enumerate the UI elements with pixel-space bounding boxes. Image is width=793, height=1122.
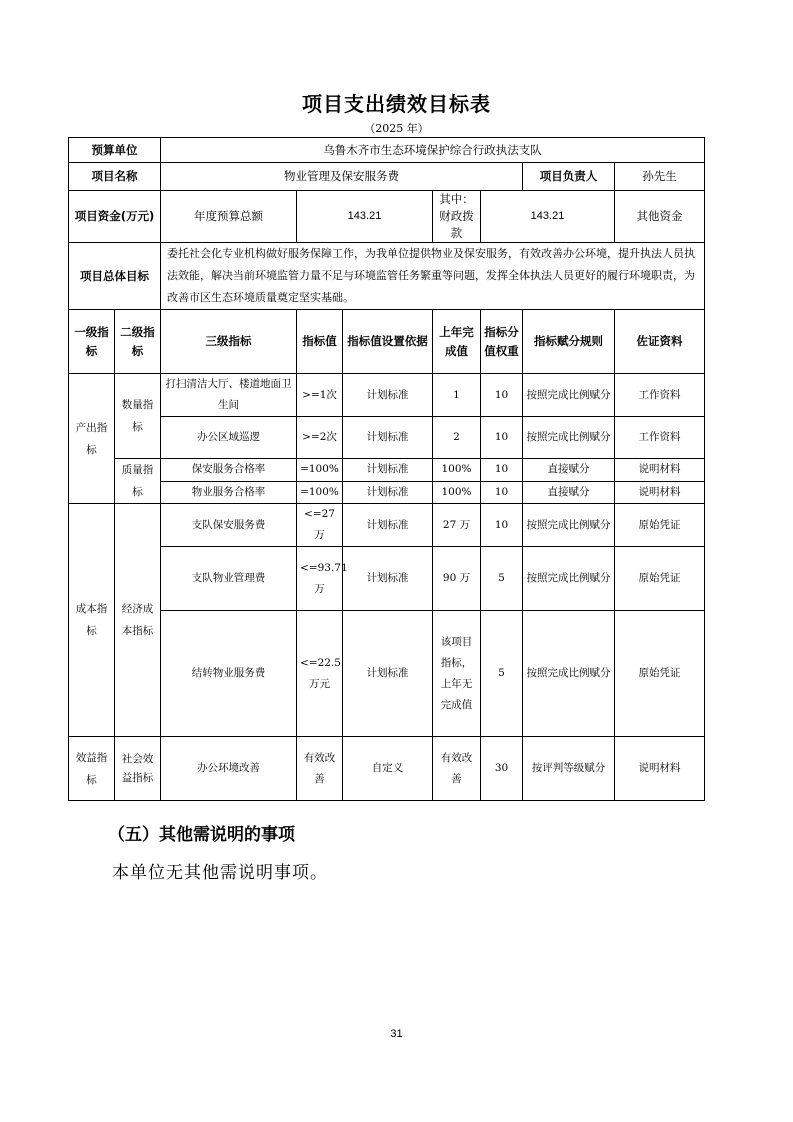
table-row: [69, 611, 705, 737]
indicator-name: 结转物业服务费: [161, 611, 297, 737]
unit-label: 预算单位: [69, 138, 161, 163]
indicator-last: 2: [433, 417, 481, 459]
goal-label: 项目总体目标: [69, 243, 161, 310]
indicator-rule: 按照完成比例赋分: [523, 374, 615, 417]
col-value: 指标值: [297, 310, 343, 374]
indicator-rule: 按照完成比例赋分: [523, 417, 615, 459]
col-level2: 二级指标: [115, 310, 161, 374]
section-heading: （五）其他需说明的事项: [108, 825, 295, 845]
col-rule: 指标赋分规则: [523, 310, 615, 374]
table-row: [69, 459, 705, 482]
indicator-name: 打扫清洁大厅、楼道地面卫生间: [161, 374, 297, 417]
indicator-value: =100%: [297, 481, 343, 504]
indicator-basis: 计划标准: [343, 417, 433, 459]
indicator-name: 办公环境改善: [161, 737, 297, 801]
indicator-evidence: 原始凭证: [615, 504, 705, 547]
col-evidence: 佐证资料: [615, 310, 705, 374]
project-value: 物业管理及保安服务费: [161, 163, 523, 191]
annual-value: 143.21: [297, 191, 433, 243]
indicator-rule: 直接赋分: [523, 481, 615, 504]
indicator-basis: 计划标准: [343, 481, 433, 504]
indicator-basis: 计划标准: [343, 611, 433, 737]
indicator-evidence: 说明材料: [615, 459, 705, 482]
indicator-evidence: 工作资料: [615, 417, 705, 459]
performance-table: [68, 137, 705, 801]
col-level1: 一级指标: [69, 310, 115, 374]
col-basis: 指标值设置依据: [343, 310, 433, 374]
indicator-last: 有效改善: [433, 737, 481, 801]
indicator-name: 保安服务合格率: [161, 459, 297, 482]
funds-label: 项目资金(万元): [69, 191, 161, 243]
indicator-value: >=1次: [297, 374, 343, 417]
unit-value: 乌鲁木齐市生态环境保护综合行政执法支队: [161, 138, 705, 163]
group-output: 产出指标: [69, 374, 115, 504]
indicator-weight: 5: [481, 547, 523, 611]
indicator-evidence: 原始凭证: [615, 547, 705, 611]
indicator-weight: 10: [481, 481, 523, 504]
indicator-weight: 10: [481, 374, 523, 417]
goal-text: 委托社会化专业机构做好服务保障工作，为我单位提供物业及保安服务，有效改善办公环境，提升执法人员执法效能，解决当前环境监管力量不足与环境监管任务繁重等问题，发挥全体执法人员更好的履行环境职责，为改善市区生态环境质量奠定坚实基础。: [161, 243, 705, 310]
indicator-weight: 10: [481, 504, 523, 547]
group-quantity: 数量指标: [115, 374, 161, 459]
other-funds-label: 其他资金: [615, 191, 705, 243]
leader-label: 项目负责人: [523, 163, 615, 191]
year-caption: （2025 年）: [364, 122, 429, 135]
annual-label: 年度预算总额: [161, 191, 297, 243]
indicator-last: 27 万: [433, 504, 481, 547]
page-number: 31: [390, 1028, 403, 1040]
indicator-last: 1: [433, 374, 481, 417]
project-label: 项目名称: [69, 163, 161, 191]
indicator-value: >=2次: [297, 417, 343, 459]
table-row: [69, 417, 705, 459]
indicator-name: 支队物业管理费: [161, 547, 297, 611]
indicator-value: <=22.5万元: [297, 611, 343, 737]
fiscal-value: 143.21: [481, 191, 615, 243]
indicator-evidence: 说明材料: [615, 737, 705, 801]
indicator-name: 支队保安服务费: [161, 504, 297, 547]
indicator-evidence: 工作资料: [615, 374, 705, 417]
indicator-value: <=93.71万: [297, 547, 343, 611]
indicator-weight: 5: [481, 611, 523, 737]
indicator-basis: 计划标准: [343, 374, 433, 417]
indicator-last: 该项目指标，上年无完成值: [433, 611, 481, 737]
indicator-evidence: 说明材料: [615, 481, 705, 504]
indicator-basis: 自定义: [343, 737, 433, 801]
indicator-basis: 计划标准: [343, 459, 433, 482]
table-row: [69, 504, 705, 547]
indicator-last: 100%: [433, 459, 481, 482]
group-cost: 成本指标: [69, 504, 115, 737]
col-level3: 三级指标: [161, 310, 297, 374]
fiscal-label: 其中：财政拨款: [433, 191, 481, 243]
indicator-rule: 按照完成比例赋分: [523, 504, 615, 547]
indicator-weight: 10: [481, 417, 523, 459]
indicator-value: 有效改善: [297, 737, 343, 801]
indicator-value: <=27万: [297, 504, 343, 547]
group-benefit: 效益指标: [69, 737, 115, 801]
indicator-evidence: 原始凭证: [615, 611, 705, 737]
indicator-name: 物业服务合格率: [161, 481, 297, 504]
indicator-rule: 按照完成比例赋分: [523, 611, 615, 737]
table-row: [69, 374, 705, 417]
indicator-value: =100%: [297, 459, 343, 482]
group-quality: 质量指标: [115, 459, 161, 504]
col-last-year: 上年完成值: [433, 310, 481, 374]
group-social: 社会效益指标: [115, 737, 161, 801]
section-text: 本单位无其他需说明事项。: [112, 863, 328, 883]
table-row: [69, 481, 705, 504]
indicator-basis: 计划标准: [343, 504, 433, 547]
indicator-last: 90 万: [433, 547, 481, 611]
indicator-basis: 计划标准: [343, 547, 433, 611]
indicator-rule: 按评判等级赋分: [523, 737, 615, 801]
col-weight: 指标分值权重: [481, 310, 523, 374]
indicator-name: 办公区域巡逻: [161, 417, 297, 459]
table-row: [69, 737, 705, 801]
table-row: [69, 547, 705, 611]
page-title: 项目支出绩效目标表: [302, 92, 491, 116]
indicator-weight: 30: [481, 737, 523, 801]
indicator-weight: 10: [481, 459, 523, 482]
indicator-rule: 直接赋分: [523, 459, 615, 482]
indicator-rule: 按照完成比例赋分: [523, 547, 615, 611]
leader-value: 孙先生: [615, 163, 705, 191]
group-economic: 经济成本指标: [115, 504, 161, 737]
indicator-last: 100%: [433, 481, 481, 504]
